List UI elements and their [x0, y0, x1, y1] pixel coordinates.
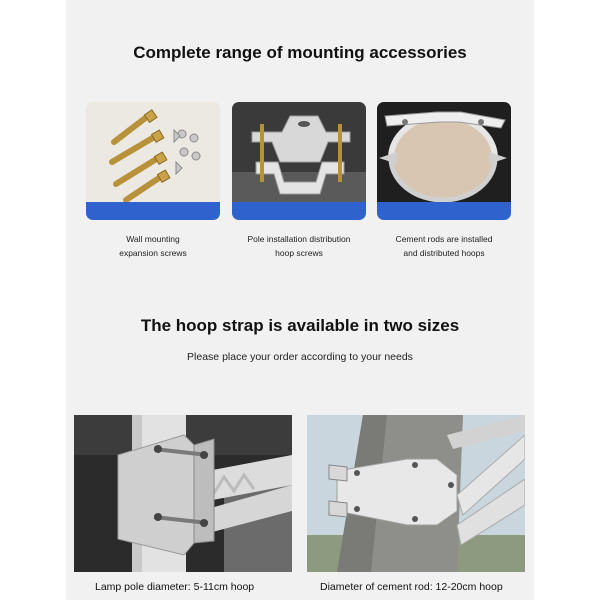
cement-rod-photo: [307, 415, 525, 572]
expansion-screws-image: [86, 102, 220, 220]
hoop-sizes-title: The hoop strap is available in two sizes: [140, 316, 460, 335]
expansion-screws-icon: [86, 102, 220, 202]
order-note: Please place your order according to your needs: [187, 351, 413, 363]
product-panel: [66, 0, 534, 600]
caption-cement-rod: Diameter of cement rod: 12-20cm hoop: [320, 581, 503, 593]
caption-cement-hoops: Cement rods are installed and distributed hoops: [395, 234, 493, 258]
card-band: [377, 202, 511, 220]
hoop-screws-image: [232, 102, 366, 220]
lamp-pole-photo: [74, 415, 292, 572]
caption-lamp-pole: Lamp pole diameter: 5-11cm hoop: [95, 581, 255, 593]
accessories-title: Complete range of mounting accessories: [133, 43, 467, 62]
card-band: [232, 202, 366, 220]
cement-rod-hoop-icon: [307, 415, 525, 572]
hoop-ring-icon: [377, 102, 511, 202]
caption-expansion-screws: Wall mounting expansion screws: [119, 234, 187, 258]
cement-hoop-image: [377, 102, 511, 220]
card-band: [86, 202, 220, 220]
hoop-bracket-icon: [232, 102, 366, 202]
lamp-pole-hoop-icon: [74, 415, 292, 572]
caption-hoop-screws: Pole installation distribution hoop screws: [247, 234, 351, 258]
